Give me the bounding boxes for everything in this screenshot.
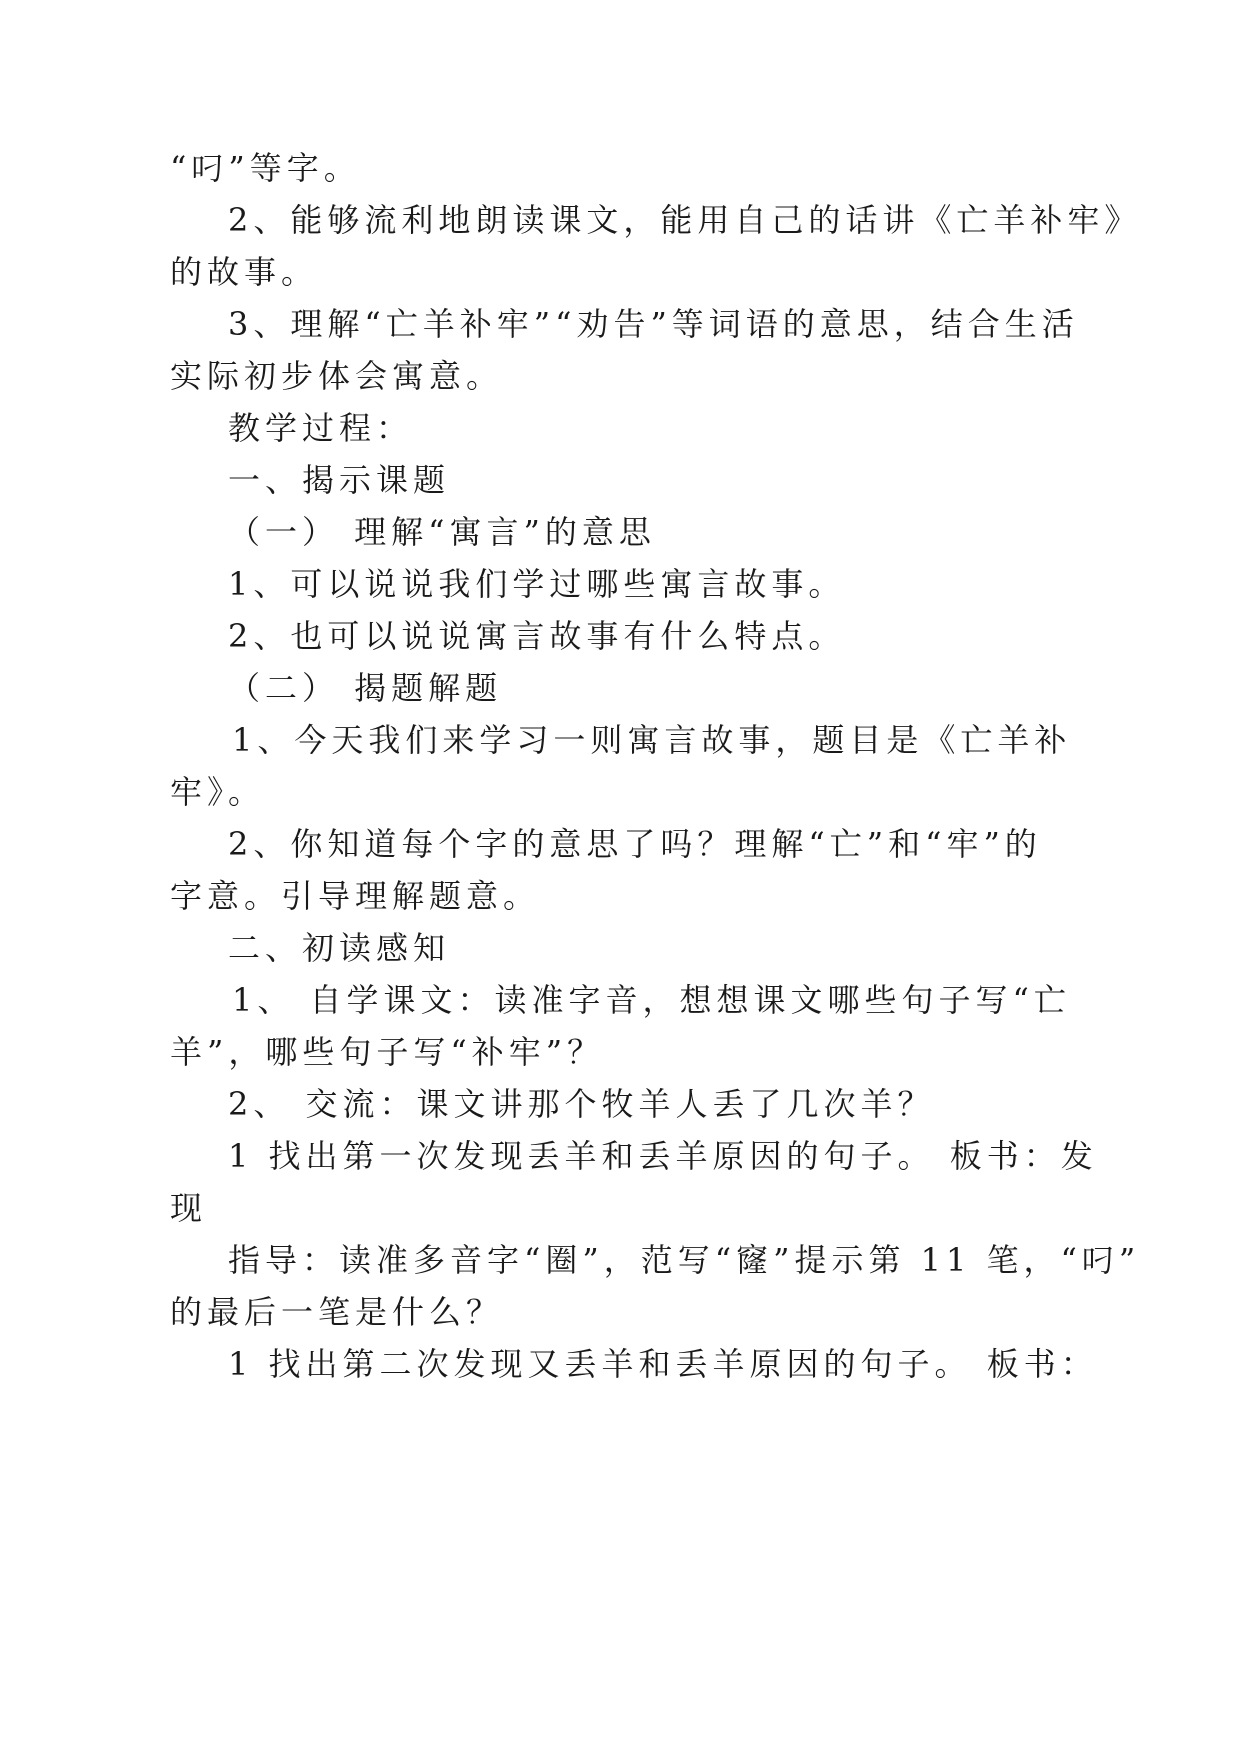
subsection-heading: （一） 理解“寓言”的意思 <box>228 513 656 551</box>
text-line: 2、你知道每个字的意思了吗？理解“亡”和“牢”的 <box>228 825 1042 863</box>
text-line: 的最后一笔是什么？ <box>170 1293 504 1331</box>
text-line: 2、能够流利地朗读课文，能用自己的话讲《亡羊补牢》 <box>228 201 1142 239</box>
section-heading: 二、初读感知 <box>228 929 451 967</box>
text-line: 教学过程： <box>228 409 414 447</box>
text-line: 2、 交流：课文讲那个牧羊人丢了几次羊？ <box>228 1085 935 1123</box>
text-line: 字意。引导理解题意。 <box>170 877 541 915</box>
text-line: 现 <box>170 1189 208 1227</box>
text-line: 1、 自学课文：读准字音，想想课文哪些句子写“亡 <box>232 981 1071 1019</box>
text-line: 1 找出第二次发现又丢羊和丢羊原因的句子。 板书： <box>228 1345 1098 1383</box>
text-line: “叼”等字。 <box>170 149 361 187</box>
text-line: 羊”，哪些句子写“补牢”？ <box>170 1033 605 1071</box>
text-line: 1、今天我们来学习一则寓言故事，题目是《亡羊补 <box>232 721 1072 759</box>
section-heading: 一、揭示课题 <box>228 461 451 499</box>
text-line: 实际初步体会寓意。 <box>170 357 504 395</box>
text-line: 1 找出第一次发现丢羊和丢羊原因的句子。 板书：发 <box>228 1137 1098 1175</box>
text-line: 牢》。 <box>170 773 266 811</box>
text-line: 1、可以说说我们学过哪些寓言故事。 <box>228 565 846 603</box>
text-line: 3、理解“亡羊补牢”“劝告”等词语的意思，结合生活 <box>228 305 1079 343</box>
text-line: 2、也可以说说寓言故事有什么特点。 <box>228 617 846 655</box>
text-line: 指导：读准多音字“圈”，范写“窿”提示第 11 笔，“叼” <box>228 1241 1141 1279</box>
subsection-heading: （二） 揭题解题 <box>228 669 503 707</box>
text-line: 的故事。 <box>170 253 319 291</box>
